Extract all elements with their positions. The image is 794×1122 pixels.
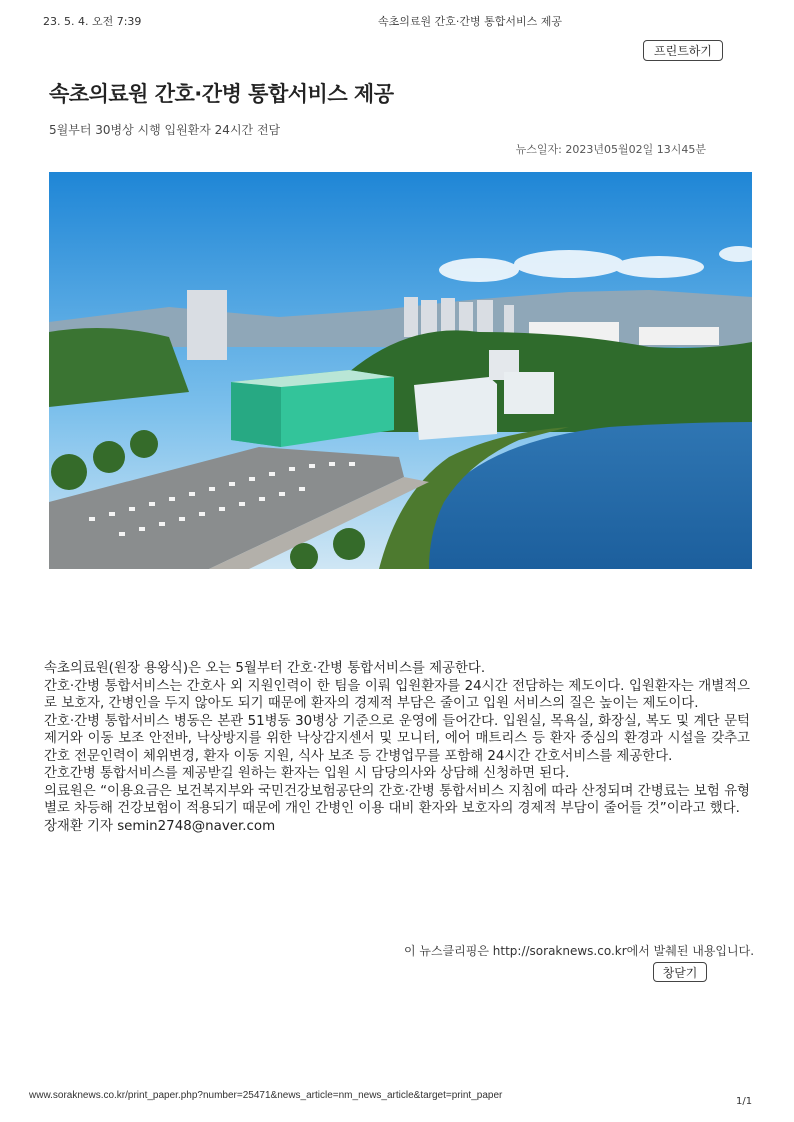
print-datetime: 23. 5. 4. 오전 7:39 xyxy=(43,15,142,28)
article-subtitle: 5월부터 30병상 시행 입원환자 24시간 전담 xyxy=(49,123,281,137)
source-note: 이 뉴스클리핑은 http://soraknews.co.kr에서 발췌된 내용입니다. xyxy=(404,944,755,958)
article-byline: 장재환 기자 semin2748@naver.com xyxy=(44,818,276,834)
footer-url: www.soraknews.co.kr/print_paper.php?number=25471&news_article=nm_news_article&target=print_paper xyxy=(29,1090,503,1101)
article-paragraph-5: 의료원은 “이용요금은 보건복지부와 국민건강보험공단의 간호·간병 통합서비스 지침에 따라 산정되며 간병료는 보험 유형별로 차등해 건강보험이 적용되기 때문에 개인 간병인 이용 대비 환자와 보호자의 경제적 부담이 줄어들 것”이라고 했다. xyxy=(44,783,750,816)
print-button[interactable]: 프린트하기 xyxy=(643,40,723,61)
article-title: 속초의료원 간호·간병 통합서비스 제공 xyxy=(49,82,394,106)
article-body xyxy=(44,660,750,835)
hospital-aerial-photo xyxy=(49,172,752,569)
article-paragraph-3: 간호·간병 통합서비스 병동은 본관 51병동 30병상 기준으로 운영에 들어간다. 입원실, 목욕실, 화장실, 복도 및 계단 문턱 제거와 이동 보조 안전바, 낙상방지를 위한 낙상감지센서 및 모니터, 에어 매트리스 등 환자 중심의 환경과 시설을 갖추고 간호 전문인력이 체위변경, 환자 이동 지원, 식사 보조 등 간병업무를 포함해 24시간 간호서비스를 제공한다. xyxy=(44,713,750,764)
page-number: 1/1 xyxy=(736,1096,753,1107)
article-paragraph-2: 간호·간병 통합서비스는 간호사 외 지원인력이 한 팀을 이뤄 입원환자를 24시간 전담하는 제도이다. 입원환자는 개별적으로 보호자, 간병인을 두지 않아도 되기 때문에 환자의 경제적 부담은 줄이고 입원 서비스의 질은 높이는 제도이다. xyxy=(44,678,750,711)
article-paragraph-4: 간호간병 통합서비스를 제공받길 원하는 환자는 입원 시 담당의사와 상담해 신청하면 된다. xyxy=(44,766,570,781)
close-window-button[interactable]: 창닫기 xyxy=(653,962,707,982)
news-date: 뉴스일자: 2023년05월02일 13시45분 xyxy=(515,143,706,156)
article-paragraph-1: 속초의료원(원장 용왕식)은 오는 5월부터 간호·간병 통합서비스를 제공한다. xyxy=(44,661,486,676)
print-page-title: 속초의료원 간호·간병 통합서비스 제공 xyxy=(378,15,563,28)
